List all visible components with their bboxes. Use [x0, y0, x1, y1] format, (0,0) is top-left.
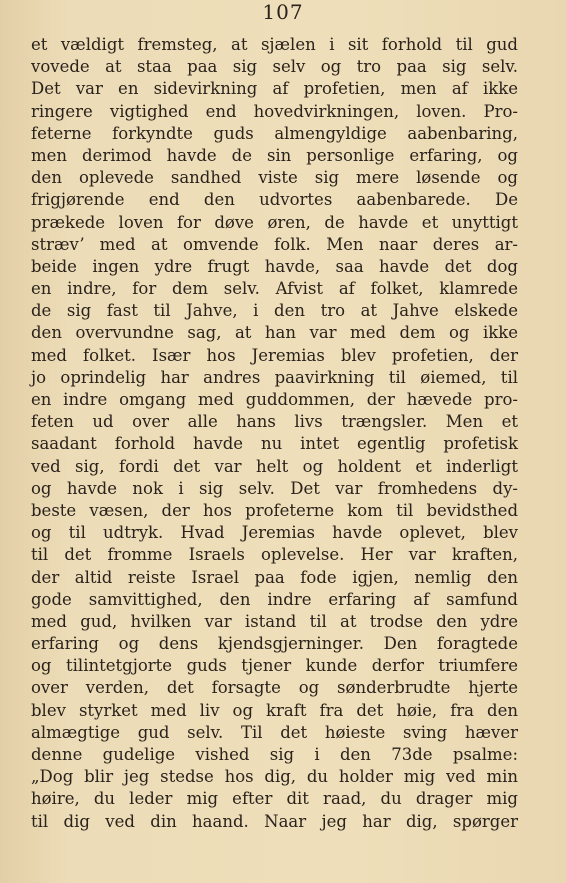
text-line: Det var en sidevirkning af profetien, men af ikke — [31, 79, 518, 99]
text-line: et vældigt fremsteg, at sjælen i sit forhold til gud — [31, 35, 518, 54]
text-line: og tilintetgjorte guds tjener kunde derfor triumfere — [31, 656, 518, 676]
body-text — [31, 34, 518, 833]
text-line: erfaring og dens kjendsgjerninger. Den foragtede — [31, 634, 518, 654]
text-line: beide ingen ydre frugt havde, saa havde det dog — [31, 256, 518, 276]
text-line: høire, du leder mig efter dit raad, du drager mig — [31, 789, 518, 809]
text-line: ved sig, fordi det var helt og holdent et inderligt — [31, 456, 518, 476]
text-line: de sig fast til Jahve, i den tro at Jahve elskede — [31, 301, 518, 321]
page-number: 107 — [262, 0, 304, 24]
text-line: en indre omgang med guddommen, der hævede pro- — [31, 390, 518, 409]
text-line: men derimod havde de sin personlige erfaring, og — [31, 145, 518, 165]
text-line: feten ud over alle hans livs trængsler. Men et — [31, 412, 518, 432]
text-line: blev styrket med liv og kraft fra det høie, fra den — [31, 700, 518, 720]
text-line: og til udtryk. Hvad Jeremias havde oplevet, blev — [31, 523, 518, 543]
text-line: vovede at staa paa sig selv og tro paa sig selv. — [31, 57, 518, 77]
text-line: prækede loven for døve øren, de havde et unyttigt — [31, 212, 518, 232]
text-line: denne gudelige vished sig i den 73de psalme: — [31, 745, 518, 764]
text-line: almægtige gud selv. Til det høieste sving hæver — [31, 722, 518, 742]
text-line: jo oprindelig har andres paavirkning til øiemed, til — [31, 367, 518, 387]
text-line: saadant forhold havde nu intet egentlig profetisk — [31, 434, 518, 454]
text-line: med gud, hvilken var istand til at trodse den ydre — [31, 611, 518, 631]
text-line: over verden, det forsagte og sønderbrudte hjerte — [31, 678, 518, 698]
text-line: der altid reiste Israel paa fode igjen, nemlig den — [31, 567, 518, 587]
text-line: beste væsen, der hos profeterne kom til bevidsthed — [31, 500, 518, 520]
text-line: ringere vigtighed end hovedvirkningen, loven. Pro- — [31, 101, 518, 121]
text-line: den overvundne sag, at han var med dem og ikke — [31, 323, 518, 343]
text-line: den oplevede sandhed viste sig mere løsende og — [31, 168, 518, 188]
text-line: feterne forkyndte guds almengyldige aabenbaring, — [31, 123, 518, 143]
text-line: og havde nok i sig selv. Det var fromhedens dy- — [31, 478, 518, 498]
text-line: til det fromme Israels oplevelse. Her var kraften, — [31, 545, 518, 565]
text-line: en indre, for dem selv. Afvist af folket, klamrede — [31, 279, 518, 299]
text-line: til dig ved din haand. Naar jeg har dig, spørger — [31, 811, 518, 831]
text-line: „Dog blir jeg stedse hos dig, du holder mig ved min — [31, 767, 518, 787]
text-line: strævʼ med at omvende folk. Men naar deres ar- — [31, 234, 518, 254]
text-line: frigjørende end den udvortes aabenbarede. De — [31, 190, 518, 210]
text-line: med folket. Især hos Jeremias blev profetien, der — [31, 345, 518, 365]
text-line: gode samvittighed, den indre erfaring af samfund — [31, 589, 518, 609]
